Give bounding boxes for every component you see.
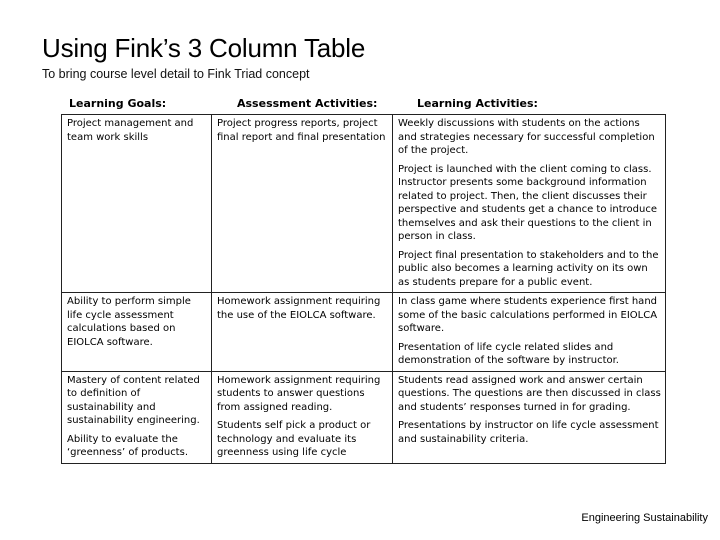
learning-goals-cell — [62, 115, 212, 293]
cell-text: Ability to evaluate the ‘greenness’ of products. — [67, 433, 188, 458]
assessment-activities-cell — [212, 293, 393, 372]
cell-text: Ability to perform simple life cycle assessment calculations based on EIOLCA software. — [67, 296, 191, 348]
cell-text: Mastery of content related to definition of sustainability and sustainability engineering. — [67, 374, 200, 426]
learning-goals-cell — [62, 293, 212, 372]
cell-text: Project management and team work skills — [67, 118, 194, 143]
footer-course-name: Engineering Sustainability — [581, 512, 708, 524]
fink-three-column-table — [61, 114, 666, 464]
learning-goals-cell — [62, 371, 212, 463]
slide-subtitle: To bring course level detail to Fink Triad concept — [42, 67, 310, 81]
cell-text: Students read assigned work and answer certain questions. The questions are then discussed in class and students’ responses turned in for grading. — [398, 374, 661, 413]
header-learning-goals: Learning Goals: — [69, 97, 167, 110]
header-assessment-activities: Assessment Activities: — [237, 97, 378, 110]
table-row — [62, 371, 666, 463]
learning-activities-cell — [393, 115, 666, 293]
cell-text: Homework assignment requiring the use of the EIOLCA software. — [217, 296, 381, 321]
assessment-activities-cell — [212, 371, 393, 463]
table-row — [62, 293, 666, 372]
cell-text: Project final presentation to stakeholders and to the public also becomes a learning activity on its own as students prepare for a public event. — [398, 249, 659, 288]
table-row — [62, 115, 666, 293]
cell-text: Students self pick a product or technology and evaluate its greenness using life cycle — [217, 420, 371, 458]
table-header-row — [0, 97, 720, 113]
learning-activities-cell — [393, 371, 666, 463]
cell-text: Presentations by instructor on life cycle assessment and sustainability criteria. — [398, 420, 659, 445]
learning-activities-cell — [393, 293, 666, 372]
cell-text: Homework assignment requiring students to answer questions from assigned reading. — [217, 374, 381, 413]
assessment-activities-cell — [212, 115, 393, 293]
slide-title: Using Fink’s 3 Column Table — [42, 33, 366, 63]
cell-text: Weekly discussions with students on the actions and strategies necessary for successful completion of the project. — [398, 118, 655, 156]
cell-text: Project progress reports, project final report and final presentation — [217, 118, 386, 143]
cell-text: In class game where students experience first hand some of the basic calculations performed in EIOLCA software. — [398, 296, 658, 334]
cell-text: Presentation of life cycle related slides and demonstration of the software by instructor. — [398, 341, 619, 366]
header-learning-activities: Learning Activities: — [417, 97, 538, 110]
cell-text: Project is launched with the client coming to class. Instructor presents some background information related to project. Then, the client discusses their perspective and students get a chance to introduce themselves and ask their questions to the client in person in class. — [398, 163, 658, 242]
